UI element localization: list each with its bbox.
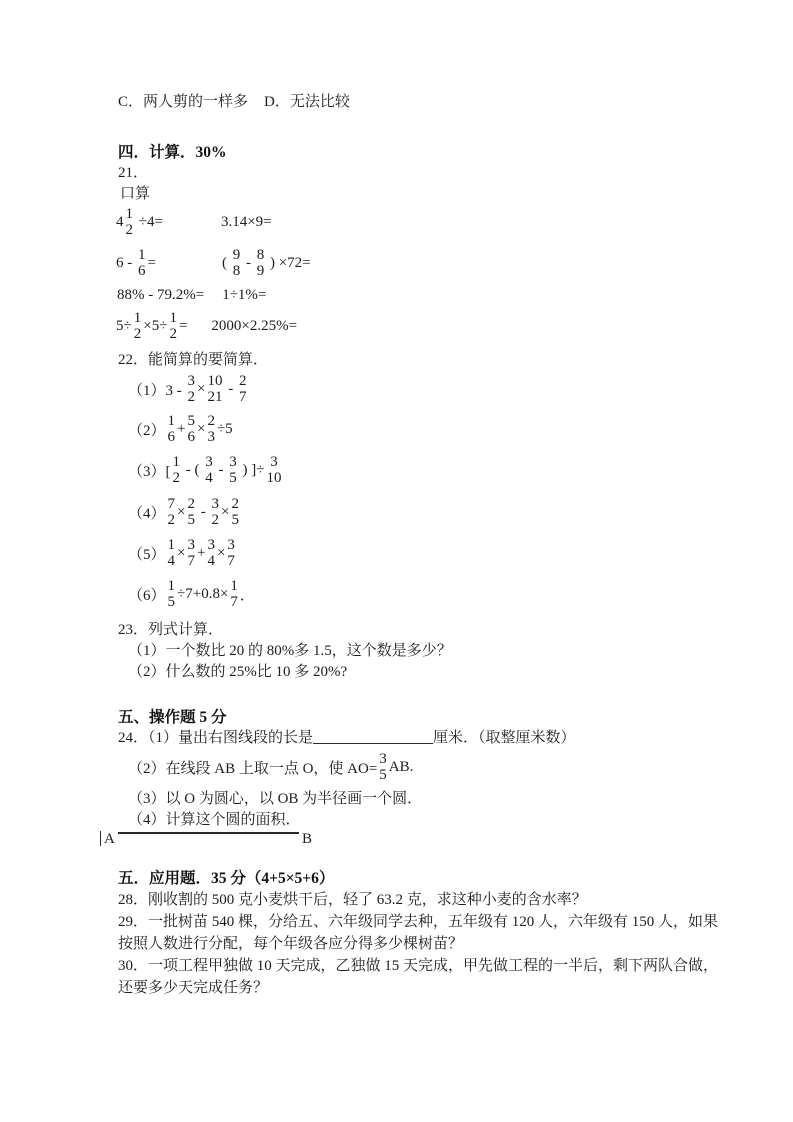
text-run: 五、操作题 5 分 (118, 708, 227, 726)
q24-item2 (128, 747, 793, 787)
fraction (188, 374, 196, 405)
fraction-numerator: 1 (169, 309, 177, 326)
fraction (227, 538, 235, 569)
text-run: 2000×2.25%= (211, 317, 298, 334)
text-run: ×5÷ (143, 317, 168, 334)
text-run: - (214, 461, 228, 478)
text-run: = (147, 254, 156, 271)
text-run: 24．（1）量出右图线段的长是 (118, 730, 314, 746)
fraction (169, 311, 177, 342)
section5a-heading (118, 705, 793, 726)
text-run: ( (221, 254, 231, 271)
fraction-denominator: 5 (379, 766, 387, 783)
fraction (187, 497, 195, 528)
fraction-denominator: 6 (167, 428, 176, 445)
fraction-numerator: 3 (207, 536, 215, 553)
fraction (207, 414, 215, 445)
fraction-denominator: 7 (227, 552, 235, 569)
fraction-denominator: 6 (187, 428, 195, 445)
fraction (257, 248, 265, 279)
text-run: 五．应用题．35 分（4+5×5+6） (118, 869, 335, 887)
fraction-denominator: 6 (138, 262, 146, 279)
q21-subtitle (120, 182, 793, 203)
text-run: 23．列式计算． (118, 622, 224, 638)
fraction-numerator: 3 (270, 453, 278, 470)
fraction (239, 374, 247, 405)
text-run: （4） (128, 505, 166, 522)
fraction (168, 497, 176, 528)
text-run: - (242, 254, 255, 271)
fraction-numerator: 1 (133, 309, 142, 326)
text-run: AB. (388, 758, 414, 775)
segment-line-rule (118, 832, 299, 834)
text-run: （1）一个数比 20 的 80%多 1.5，这个数是多少？ (128, 643, 452, 659)
fraction (207, 538, 215, 569)
text-run: （3）[ (128, 463, 171, 480)
spacer (187, 326, 211, 327)
text-run: ) ×72= (266, 254, 311, 271)
text-run: ) ]÷ (238, 461, 265, 478)
text-run: - ( (182, 461, 204, 478)
fraction-numerator: 3 (187, 536, 195, 553)
text-run: 28．刚收割的 500 克小麦烘干后，轻了 63.2 克，求这种小麦的含水率？ (118, 891, 587, 908)
text-run: 6 - (116, 254, 136, 271)
fraction-denominator: 7 (230, 593, 238, 610)
text-run: + (196, 544, 206, 561)
text-run: 按照人数进行分配，每个年级各应分得多少棵树苗？ (118, 935, 464, 952)
fraction-numerator: 2 (207, 412, 215, 429)
fraction-denominator: 2 (211, 511, 219, 528)
fraction (379, 752, 387, 783)
segment-ab (100, 829, 315, 847)
text-run: 厘米．（取整厘米数） (433, 730, 576, 746)
fraction-numerator: 2 (238, 372, 247, 389)
text-run: （5） (128, 546, 166, 563)
q24-item3 (128, 787, 793, 808)
q22-heading (118, 348, 793, 369)
text-run: - (224, 380, 237, 397)
fraction-numerator: 9 (232, 246, 241, 263)
text-run: ÷5 (216, 420, 233, 437)
q23-item1 (128, 639, 793, 660)
section4-heading (118, 140, 793, 161)
text-run: （3）以 O 为圆心，以 OB 为半径画一个圆． (128, 791, 423, 807)
fraction-denominator: 4 (205, 469, 213, 486)
fraction (205, 455, 213, 486)
answer-options-cd-line (118, 90, 793, 110)
fraction-numerator: 3 (211, 495, 219, 512)
fraction-denominator: 4 (207, 552, 215, 569)
fraction (233, 248, 241, 279)
fraction-numerator: 1 (167, 536, 176, 553)
fraction-numerator: 2 (231, 495, 239, 512)
fraction-numerator: 3 (379, 750, 387, 767)
text-run: C．两人剪的一样多 (118, 93, 249, 110)
fraction (168, 414, 176, 445)
fraction (187, 538, 195, 569)
q21-number (118, 161, 793, 182)
fraction-numerator: 3 (205, 453, 213, 470)
section5b-heading (118, 866, 793, 887)
spacer (248, 100, 264, 101)
text-run: （2）在线段 AB 上取一点 O，使 AO= (128, 760, 378, 777)
fraction-denominator: 5 (229, 469, 237, 486)
fraction-numerator: 5 (187, 412, 195, 429)
q24-item4 (128, 808, 793, 828)
fraction-denominator: 8 (232, 262, 241, 279)
fraction-numerator: 1 (172, 453, 180, 470)
fraction (231, 497, 239, 528)
text-run: 22．能简算的要简算． (118, 352, 269, 368)
fraction-denominator: 2 (125, 221, 133, 238)
q22-item1 (128, 369, 793, 409)
fraction-numerator: 1 (167, 577, 176, 594)
fraction-denominator: 4 (167, 552, 176, 569)
q29-line1 (118, 909, 793, 931)
text-run: （6） (128, 587, 166, 604)
fraction-denominator: 2 (172, 469, 180, 486)
q22-item2 (128, 409, 793, 449)
fraction-numerator: 3 (227, 536, 235, 553)
fraction (211, 497, 219, 528)
fraction (207, 374, 222, 405)
text-run: 1÷1%= (222, 287, 267, 303)
text-run: D．无法比较 (264, 93, 350, 110)
text-run: 21． (118, 165, 149, 181)
q21-row1 (116, 203, 793, 241)
text-run: + (177, 420, 186, 437)
q24-item1 (118, 726, 793, 747)
fraction-numerator: 1 (230, 577, 238, 594)
fraction-denominator: 5 (231, 511, 239, 528)
q23-heading (118, 618, 793, 639)
text-run: × (197, 380, 206, 397)
answer-blank-underline (313, 729, 433, 744)
fraction (134, 311, 142, 342)
fraction (229, 455, 237, 486)
fraction-numerator: 1 (125, 205, 133, 222)
text-run: ． (239, 587, 255, 604)
text-run: 4 (116, 213, 124, 230)
fraction-numerator: 3 (229, 453, 237, 470)
fraction-denominator: 5 (187, 511, 195, 528)
text-run: = (178, 317, 188, 334)
fraction-denominator: 7 (238, 388, 247, 405)
text-run: × (216, 544, 226, 561)
fraction (126, 207, 134, 238)
text-run: 四．计算．30% (118, 143, 227, 161)
fraction-denominator: 3 (207, 428, 215, 445)
q21-row3 (117, 285, 793, 306)
q28-line (118, 887, 793, 909)
segment-endpoint-label-b: B (301, 831, 312, 847)
text-run: （2） (128, 422, 166, 439)
q30-line1 (118, 953, 793, 975)
fraction (173, 455, 181, 486)
fraction-numerator: 1 (138, 246, 146, 263)
text-run: × (196, 420, 206, 437)
text-run: 5÷ (116, 317, 132, 334)
fraction-denominator: 9 (256, 262, 265, 279)
text-run: （2）什么数的 25%比 10 多 20%? (128, 664, 348, 680)
fraction-denominator: 10 (266, 469, 282, 486)
fraction-denominator: 2 (133, 325, 142, 342)
fraction-numerator: 1 (167, 412, 176, 429)
fraction (266, 455, 281, 486)
text-run: （1）3 - (128, 382, 186, 399)
fraction-numerator: 10 (207, 372, 223, 389)
fraction (168, 538, 176, 569)
q21-row4 (116, 306, 793, 346)
fraction (138, 248, 146, 279)
fraction-numerator: 7 (167, 495, 176, 512)
spacer (204, 295, 222, 296)
text-run: × (220, 503, 230, 520)
q22-item3 (128, 449, 793, 491)
fraction (187, 414, 195, 445)
spacer (156, 263, 222, 264)
text-run: ÷7+0.8× (177, 585, 229, 602)
fraction-denominator: 2 (187, 388, 195, 405)
fraction-denominator: 2 (167, 511, 176, 528)
text-run: × (177, 544, 186, 561)
fraction-denominator: 7 (187, 552, 195, 569)
fraction-denominator: 5 (167, 593, 176, 610)
fraction-denominator: 2 (169, 325, 177, 342)
q21-row2 (116, 241, 793, 285)
fraction (168, 579, 176, 610)
text-run: 还要多少天完成任务？ (118, 979, 269, 996)
text-run: ÷4= (135, 213, 163, 230)
q30-line2 (118, 975, 793, 997)
fraction (230, 579, 238, 610)
q23-item2 (128, 660, 793, 681)
q22-item5 (128, 533, 793, 573)
text-run: 29．一批树苗 540 棵，分给五、六年级同学去种，五年级有 120 人，六年级有 150 人，如果 (118, 913, 719, 930)
spacer (163, 222, 221, 223)
text-run: 3.14×9= (220, 213, 272, 230)
fraction-numerator: 8 (256, 246, 265, 263)
fraction-denominator: 21 (207, 388, 223, 405)
fraction-numerator: 3 (187, 372, 195, 389)
segment-endpoint-label-a: A (104, 831, 115, 847)
q22-item6 (128, 573, 793, 615)
text-run: × (177, 503, 186, 520)
q22-item4 (128, 491, 793, 533)
text-run: 口算 (120, 186, 151, 202)
fraction-numerator: 2 (187, 495, 195, 512)
text-run: - (196, 503, 210, 520)
q29-line2 (118, 931, 793, 953)
text-run: 30．一项工程甲独做 10 天完成，乙独做 15 天完成，甲先做工程的一半后，剩下两队合做， (118, 957, 719, 974)
text-run: （4）计算这个圆的面积． (128, 811, 301, 828)
text-run: 88% - 79.2%= (117, 287, 205, 303)
